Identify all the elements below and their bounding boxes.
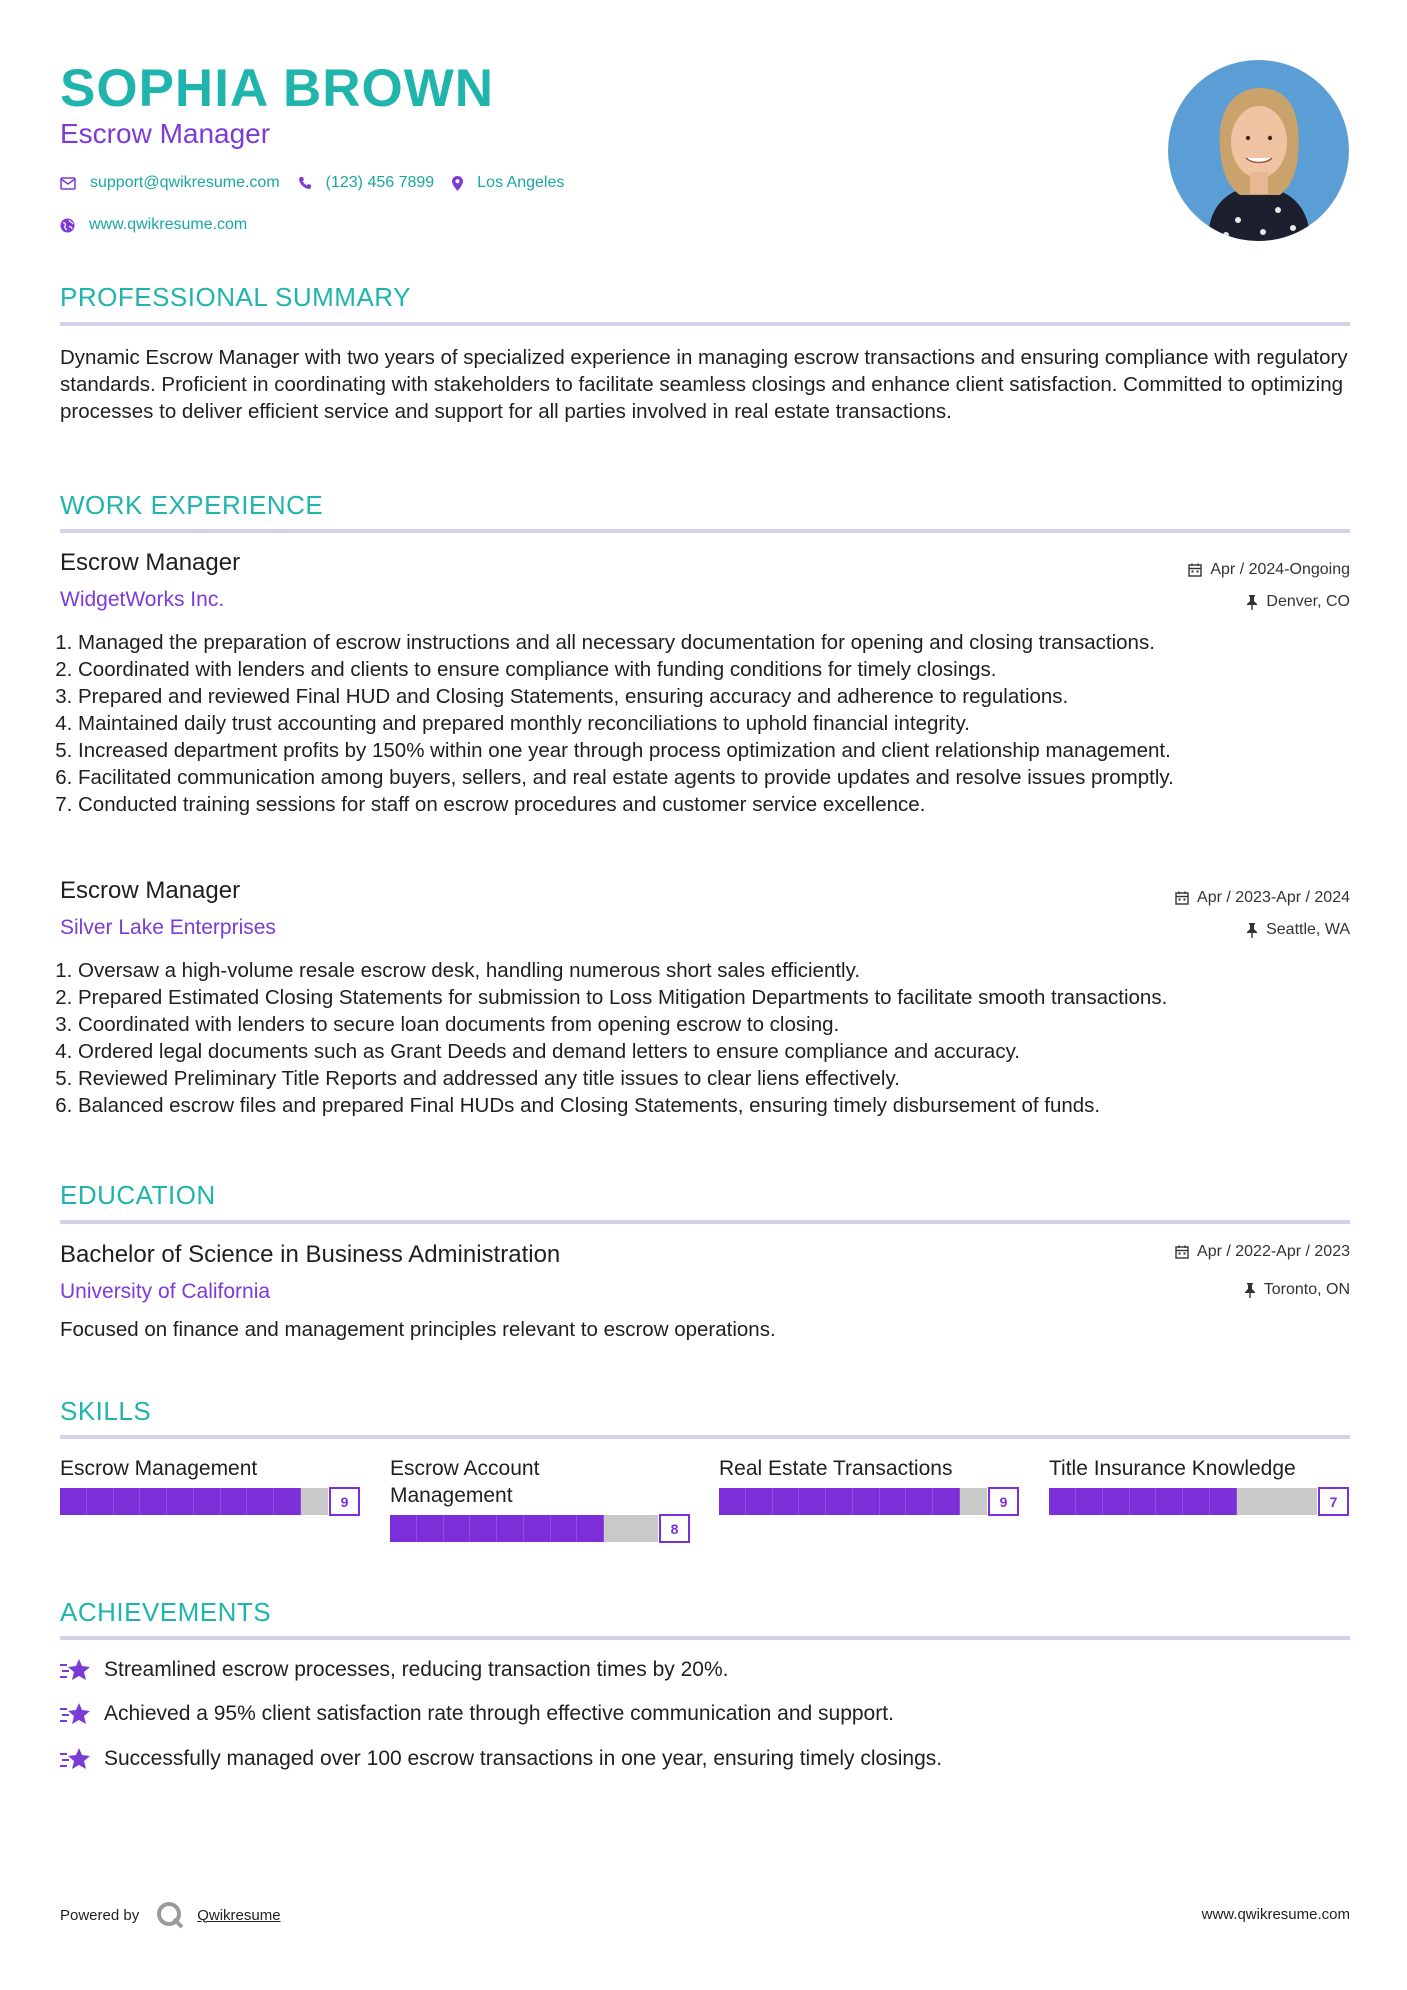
job-location-text: Seattle, WA xyxy=(1266,921,1350,938)
skill-segment xyxy=(274,1488,301,1515)
list-item: 5. Increased department profits by 150% within one year through process optimization and client relationship management. xyxy=(78,737,1368,764)
footer-powered-by xyxy=(60,1900,281,1930)
job-title: Escrow Manager xyxy=(60,877,241,904)
skill-level: 9 xyxy=(988,1487,1019,1516)
pushpin-icon xyxy=(1244,1283,1256,1298)
skill-segment xyxy=(853,1488,880,1515)
skill-bar xyxy=(60,1488,360,1515)
education-description: Focused on finance and management principles relevant to escrow operations. xyxy=(60,1318,776,1341)
education-divider xyxy=(60,1220,1350,1224)
skill-level: 9 xyxy=(329,1487,360,1516)
skill-fill xyxy=(719,1488,960,1515)
skill-segment xyxy=(497,1515,524,1542)
skill-segment xyxy=(906,1488,933,1515)
skill-segment xyxy=(60,1488,87,1515)
job-location-text: Denver, CO xyxy=(1266,593,1350,610)
skills-divider xyxy=(60,1435,1350,1439)
list-item: 6. Facilitated communication among buyers, sellers, and real estate agents to provide updates and resolve issues promptly. xyxy=(78,764,1368,791)
phone-text: (123) 456 7899 xyxy=(325,174,435,191)
skill-bar xyxy=(1049,1488,1349,1515)
skill-segment xyxy=(1049,1488,1076,1515)
skill-segment xyxy=(746,1488,773,1515)
skill-item xyxy=(390,1455,690,1542)
job-company: Silver Lake Enterprises xyxy=(60,916,276,939)
map-pin-icon xyxy=(452,176,463,191)
experience-heading: WORK EXPERIENCE xyxy=(60,490,324,520)
school-name: University of California xyxy=(60,1280,271,1303)
achievement-item xyxy=(60,1657,728,1683)
list-item: 3. Prepared and reviewed Final HUD and Closing Statements, ensuring accuracy and adherence to regulations. xyxy=(78,683,1368,710)
achievements-heading: ACHIEVEMENTS xyxy=(60,1597,272,1627)
list-item: 7. Conducted training sessions for staff on escrow procedures and customer service excellence. xyxy=(78,791,1368,818)
skill-bar xyxy=(719,1488,1019,1515)
list-item: 2. Prepared Estimated Closing Statements for submission to Loss Mitigation Departments to facilitate smooth transactions. xyxy=(78,984,1368,1011)
skill-segment xyxy=(247,1488,274,1515)
summary-heading: PROFESSIONAL SUMMARY xyxy=(60,282,411,312)
skill-fill xyxy=(390,1515,604,1542)
skill-segment xyxy=(87,1488,114,1515)
contact-phone[interactable] xyxy=(298,174,435,192)
skill-segment xyxy=(773,1488,800,1515)
skill-label: Escrow Management xyxy=(60,1457,258,1480)
list-item: 3. Coordinated with lenders to secure loan documents from opening escrow to closing. xyxy=(78,1011,1368,1038)
contact-email[interactable] xyxy=(60,174,280,192)
star-burst-icon xyxy=(60,1657,92,1683)
candidate-name: SOPHIA BROWN xyxy=(60,59,495,118)
envelope-icon xyxy=(60,177,76,190)
pushpin-icon xyxy=(1246,595,1258,610)
skill-segment xyxy=(577,1515,604,1542)
skill-level: 7 xyxy=(1318,1487,1349,1516)
skill-item xyxy=(719,1455,1019,1515)
job-bullets xyxy=(60,957,1368,1119)
list-item: 4. Ordered legal documents such as Grant Deeds and demand letters to ensure compliance and accuracy. xyxy=(78,1038,1368,1065)
powered-by-text: Powered by xyxy=(60,1906,140,1924)
list-item: 4. Maintained daily trust accounting and prepared monthly reconciliations to uphold financial integrity. xyxy=(78,710,1368,737)
job-location xyxy=(1246,921,1350,939)
skills-heading: SKILLS xyxy=(60,1396,152,1426)
skill-segment xyxy=(933,1488,960,1515)
skill-segment xyxy=(221,1488,248,1515)
skill-item xyxy=(60,1455,360,1515)
achievement-item xyxy=(60,1701,894,1727)
skill-segment xyxy=(167,1488,194,1515)
achievement-text: Streamlined escrow processes, reducing transaction times by 20%. xyxy=(104,1658,729,1681)
profile-photo xyxy=(1168,60,1349,241)
skill-item xyxy=(1049,1455,1349,1515)
qwikresume-logo-icon xyxy=(155,1900,185,1930)
education-location xyxy=(1244,1281,1350,1299)
contact-row xyxy=(60,174,582,192)
achievement-item xyxy=(60,1746,942,1772)
star-burst-icon xyxy=(60,1701,92,1727)
skill-segment xyxy=(444,1515,471,1542)
website-text: www.qwikresume.com xyxy=(89,216,248,233)
skill-label: Real Estate Transactions xyxy=(719,1457,953,1480)
job-bullets xyxy=(60,629,1368,818)
skill-segment xyxy=(551,1515,578,1542)
list-item: 2. Coordinated with lenders and clients to ensure compliance with funding conditions for timely closings. xyxy=(78,656,1368,683)
skill-segment xyxy=(1076,1488,1103,1515)
skill-segment xyxy=(880,1488,907,1515)
achievements-divider xyxy=(60,1636,1350,1640)
job-company: WidgetWorks Inc. xyxy=(60,588,225,611)
skill-segment xyxy=(524,1515,551,1542)
skill-segment xyxy=(390,1515,417,1542)
job-date xyxy=(1188,561,1350,579)
skill-segment xyxy=(719,1488,746,1515)
skill-segment xyxy=(826,1488,853,1515)
skill-segment xyxy=(1156,1488,1183,1515)
contact-row-2 xyxy=(60,216,265,234)
skill-label: Escrow Account Management xyxy=(390,1457,540,1507)
skill-segment xyxy=(1130,1488,1157,1515)
list-item: 6. Balanced escrow files and prepared Final HUDs and Closing Statements, ensuring timely disbursement of funds. xyxy=(78,1092,1368,1119)
job-date-text: Apr / 2023-Apr / 2024 xyxy=(1197,889,1350,906)
skill-segment xyxy=(1103,1488,1130,1515)
summary-divider xyxy=(60,322,1350,326)
calendar-icon xyxy=(1175,1245,1189,1259)
contact-location xyxy=(452,174,564,192)
skill-fill xyxy=(1049,1488,1237,1515)
job-date xyxy=(1175,889,1350,907)
skill-segment xyxy=(1210,1488,1237,1515)
summary-text: Dynamic Escrow Manager with two years of specialized experience in managing escrow transactions and ensuring compliance with regulatory standards. Proficient in coordinating with stakeholders to facilitate seamless closings and enhance client satisfaction. Committed to optimizing processes to deliver efficient service and support for all parties involved in real estate transactions. xyxy=(60,346,1348,423)
skill-bar xyxy=(390,1515,690,1542)
skill-segment xyxy=(194,1488,221,1515)
education-heading: EDUCATION xyxy=(60,1180,216,1210)
calendar-icon xyxy=(1188,563,1202,577)
job-location xyxy=(1246,593,1350,611)
education-location-text: Toronto, ON xyxy=(1263,1281,1350,1298)
email-text: support@qwikresume.com xyxy=(90,174,280,191)
pushpin-icon xyxy=(1246,923,1258,938)
footer-site[interactable]: www.qwikresume.com xyxy=(1201,1906,1350,1923)
education-date-text: Apr / 2022-Apr / 2023 xyxy=(1197,1243,1350,1260)
calendar-icon xyxy=(1175,891,1189,905)
candidate-role: Escrow Manager xyxy=(60,118,271,149)
location-text: Los Angeles xyxy=(477,174,565,191)
skill-segment xyxy=(114,1488,141,1515)
achievement-text: Successfully managed over 100 escrow transactions in one year, ensuring timely closings. xyxy=(104,1747,943,1770)
skill-level: 8 xyxy=(659,1514,690,1543)
skill-label: Title Insurance Knowledge xyxy=(1049,1457,1296,1480)
skill-segment xyxy=(799,1488,826,1515)
achievement-text: Achieved a 95% client satisfaction rate through effective communication and support. xyxy=(104,1702,894,1725)
list-item: 5. Reviewed Preliminary Title Reports and addressed any title issues to clear liens effectively. xyxy=(78,1065,1368,1092)
skill-segment xyxy=(140,1488,167,1515)
list-item: 1. Managed the preparation of escrow instructions and all necessary documentation for opening and closing transactions. xyxy=(78,629,1368,656)
job-title: Escrow Manager xyxy=(60,549,241,576)
globe-icon xyxy=(60,218,75,233)
skill-fill xyxy=(60,1488,301,1515)
skill-segment xyxy=(417,1515,444,1542)
contact-website[interactable] xyxy=(60,216,247,234)
skill-segment xyxy=(1183,1488,1210,1515)
job-date-text: Apr / 2024-Ongoing xyxy=(1210,561,1350,578)
phone-icon xyxy=(298,176,312,190)
education-date xyxy=(1175,1243,1350,1261)
experience-divider xyxy=(60,529,1350,533)
star-burst-icon xyxy=(60,1746,92,1772)
brand-link[interactable]: Qwikresume xyxy=(197,1906,281,1924)
list-item: 1. Oversaw a high-volume resale escrow desk, handling numerous short sales efficiently. xyxy=(78,957,1368,984)
skill-segment xyxy=(470,1515,497,1542)
degree-title: Bachelor of Science in Business Administration xyxy=(60,1241,561,1268)
